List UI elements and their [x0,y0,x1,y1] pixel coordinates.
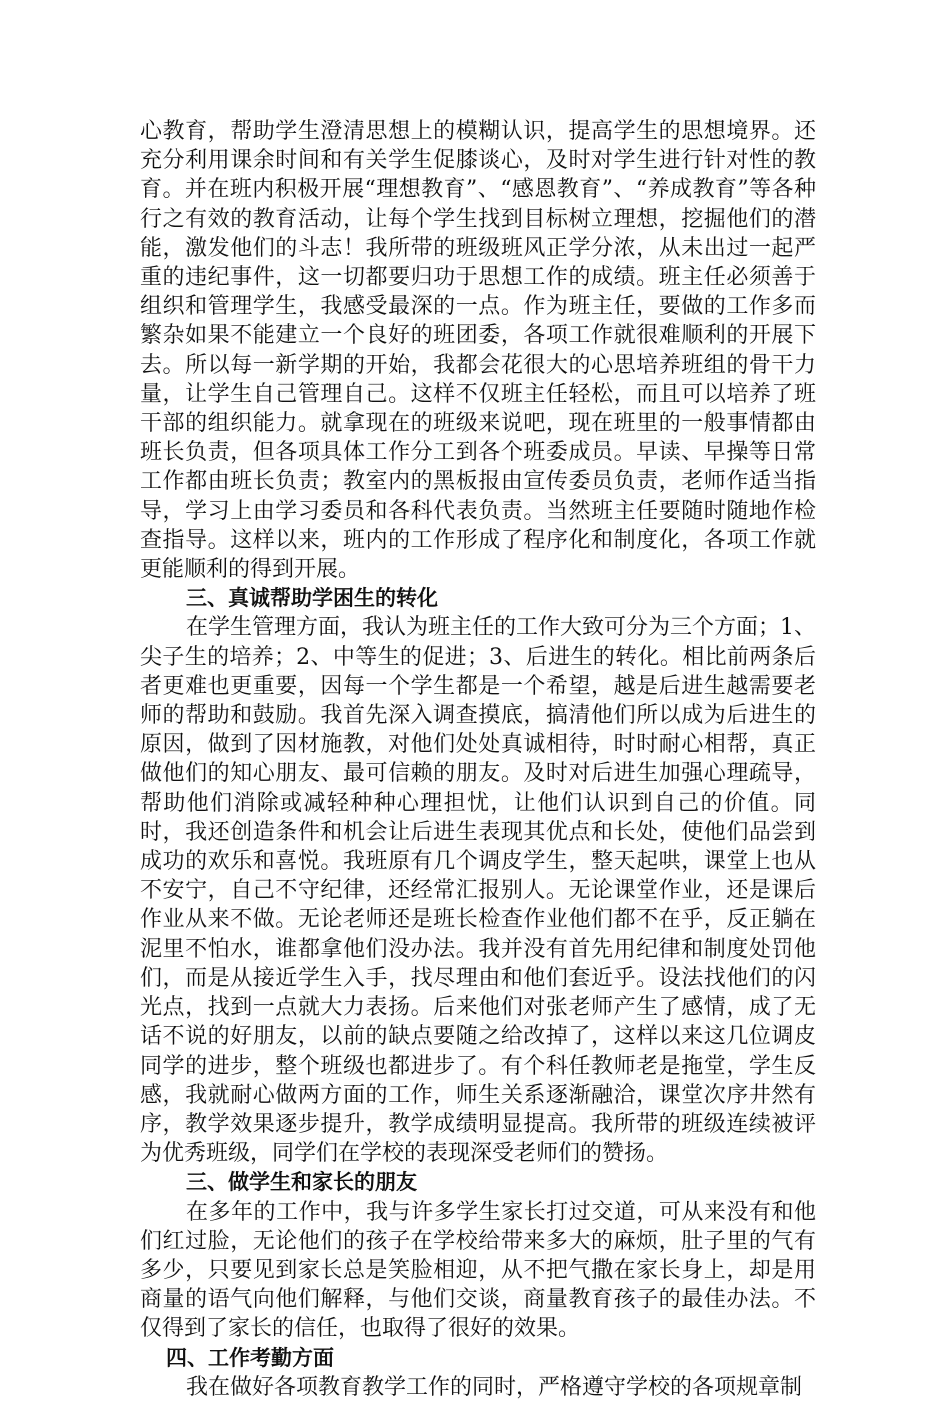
section-heading-parents: 三、做学生和家长的朋友 [186,1170,417,1195]
paragraph-attendance: 我在做好各项教育教学工作的同时，严格遵守学校的各项规章制 [186,1374,803,1400]
paragraph-struggling-students: 在学生管理方面，我认为班主任的工作大致可分为三个方面；1、尖子生的培养；2、中等生的促进；3、后进生的转化。相比前两条后者更难也更重要，因每一个学生都是一个希望，越是后进生越需要老师的帮助和鼓励。我首先深入调查摸底，搞清他们所以成为后进生的原因，做到了因材施教，对他们处处真诚相待，时时耐心相帮，真正做他们的知心朋友、最可信赖的朋友。及时对后进生加强心理疏导，帮助他们消除或减轻种种心理担忧，让他们认识到自己的价值。同时，我还创造条件和机会让后进生表现其优点和长处，使他们品尝到成功的欢乐和喜悦。我班原有几个调皮学生，整天起哄，课堂上也从不安宁，自己不守纪律，还经常汇报别人。无论课堂作业，还是课后作业从来不做。无论老师还是班长检查作业他们都不在乎，反正躺在泥里不怕水，谁都拿他们没办法。我并没有首先用纪律和制度处罚他们，而是从接近学生入手，找尽理由和他们套近乎。设法找他们的闪光点，找到一点就大力表扬。后来他们对张老师产生了感情，成了无话不说的好朋友，以前的缺点要随之给改掉了，这样以来这几位调皮同学的进步，整个班级也都进步了。有个科任教师老是拖堂，学生反感，我就耐心做两方面的工作，师生关系逐渐融洽，课堂次序井然有序，教学效果逐步提升，教学成绩明显提高。我所带的班级连续被评为优秀班级，同学们在学校的表现深受老师们的赞扬。 [140,615,816,1167]
paragraph-parents: 在多年的工作中，我与许多学生家长打过交道，可从来没有和他们红过脸，无论他们的孩子在学校给带来多大的麻烦，肚子里的气有多少，只要见到家长总是笑脸相迎，从不把气撒在家长身上，却是用商量的语气向他们解释，与他们交谈，商量教育孩子的最佳办法。不仅得到了家长的信任，也取得了很好的效果。 [140,1199,816,1342]
paragraph-class-management: 心教育，帮助学生澄清思想上的模糊认识，提高学生的思想境界。还充分利用课余时间和有关学生促膝谈心，及时对学生进行针对性的教育。并在班内积极开展“理想教育”、“感恩教育”、“养成教育”等各种行之有效的教育活动，让每个学生找到目标树立理想，挖掘他们的潜能，激发他们的斗志！我所带的班级班风正学分浓，从未出过一起严重的违纪事件，这一切都要归功于思想工作的成绩。班主任必须善于组织和管理学生，我感受最深的一点。作为班主任，要做的工作多而繁杂如果不能建立一个良好的班团委，各项工作就很难顺利的开展下去。所以每一新学期的开始，我都会花很大的心思培养班组的骨干力量，让学生自己管理自己。这样不仅班主任轻松，而且可以培养了班干部的组织能力。就拿现在的班级来说吧，现在班里的一般事情都由班长负责，但各项具体工作分工到各个班委成员。早读、早操等日常工作都由班长负责；教室内的黑板报由宣传委员负责，老师作适当指导，学习上由学习委员和各科代表负责。当然班主任要随时随地作检查指导。这样以来，班内的工作形成了程序化和制度化，各项工作就更能顺利的得到开展。 [140,119,816,583]
section-heading-struggling-students: 三、真诚帮助学困生的转化 [186,586,438,611]
section-heading-attendance: 四、工作考勤方面 [166,1345,334,1370]
document-page [140,117,816,1402]
